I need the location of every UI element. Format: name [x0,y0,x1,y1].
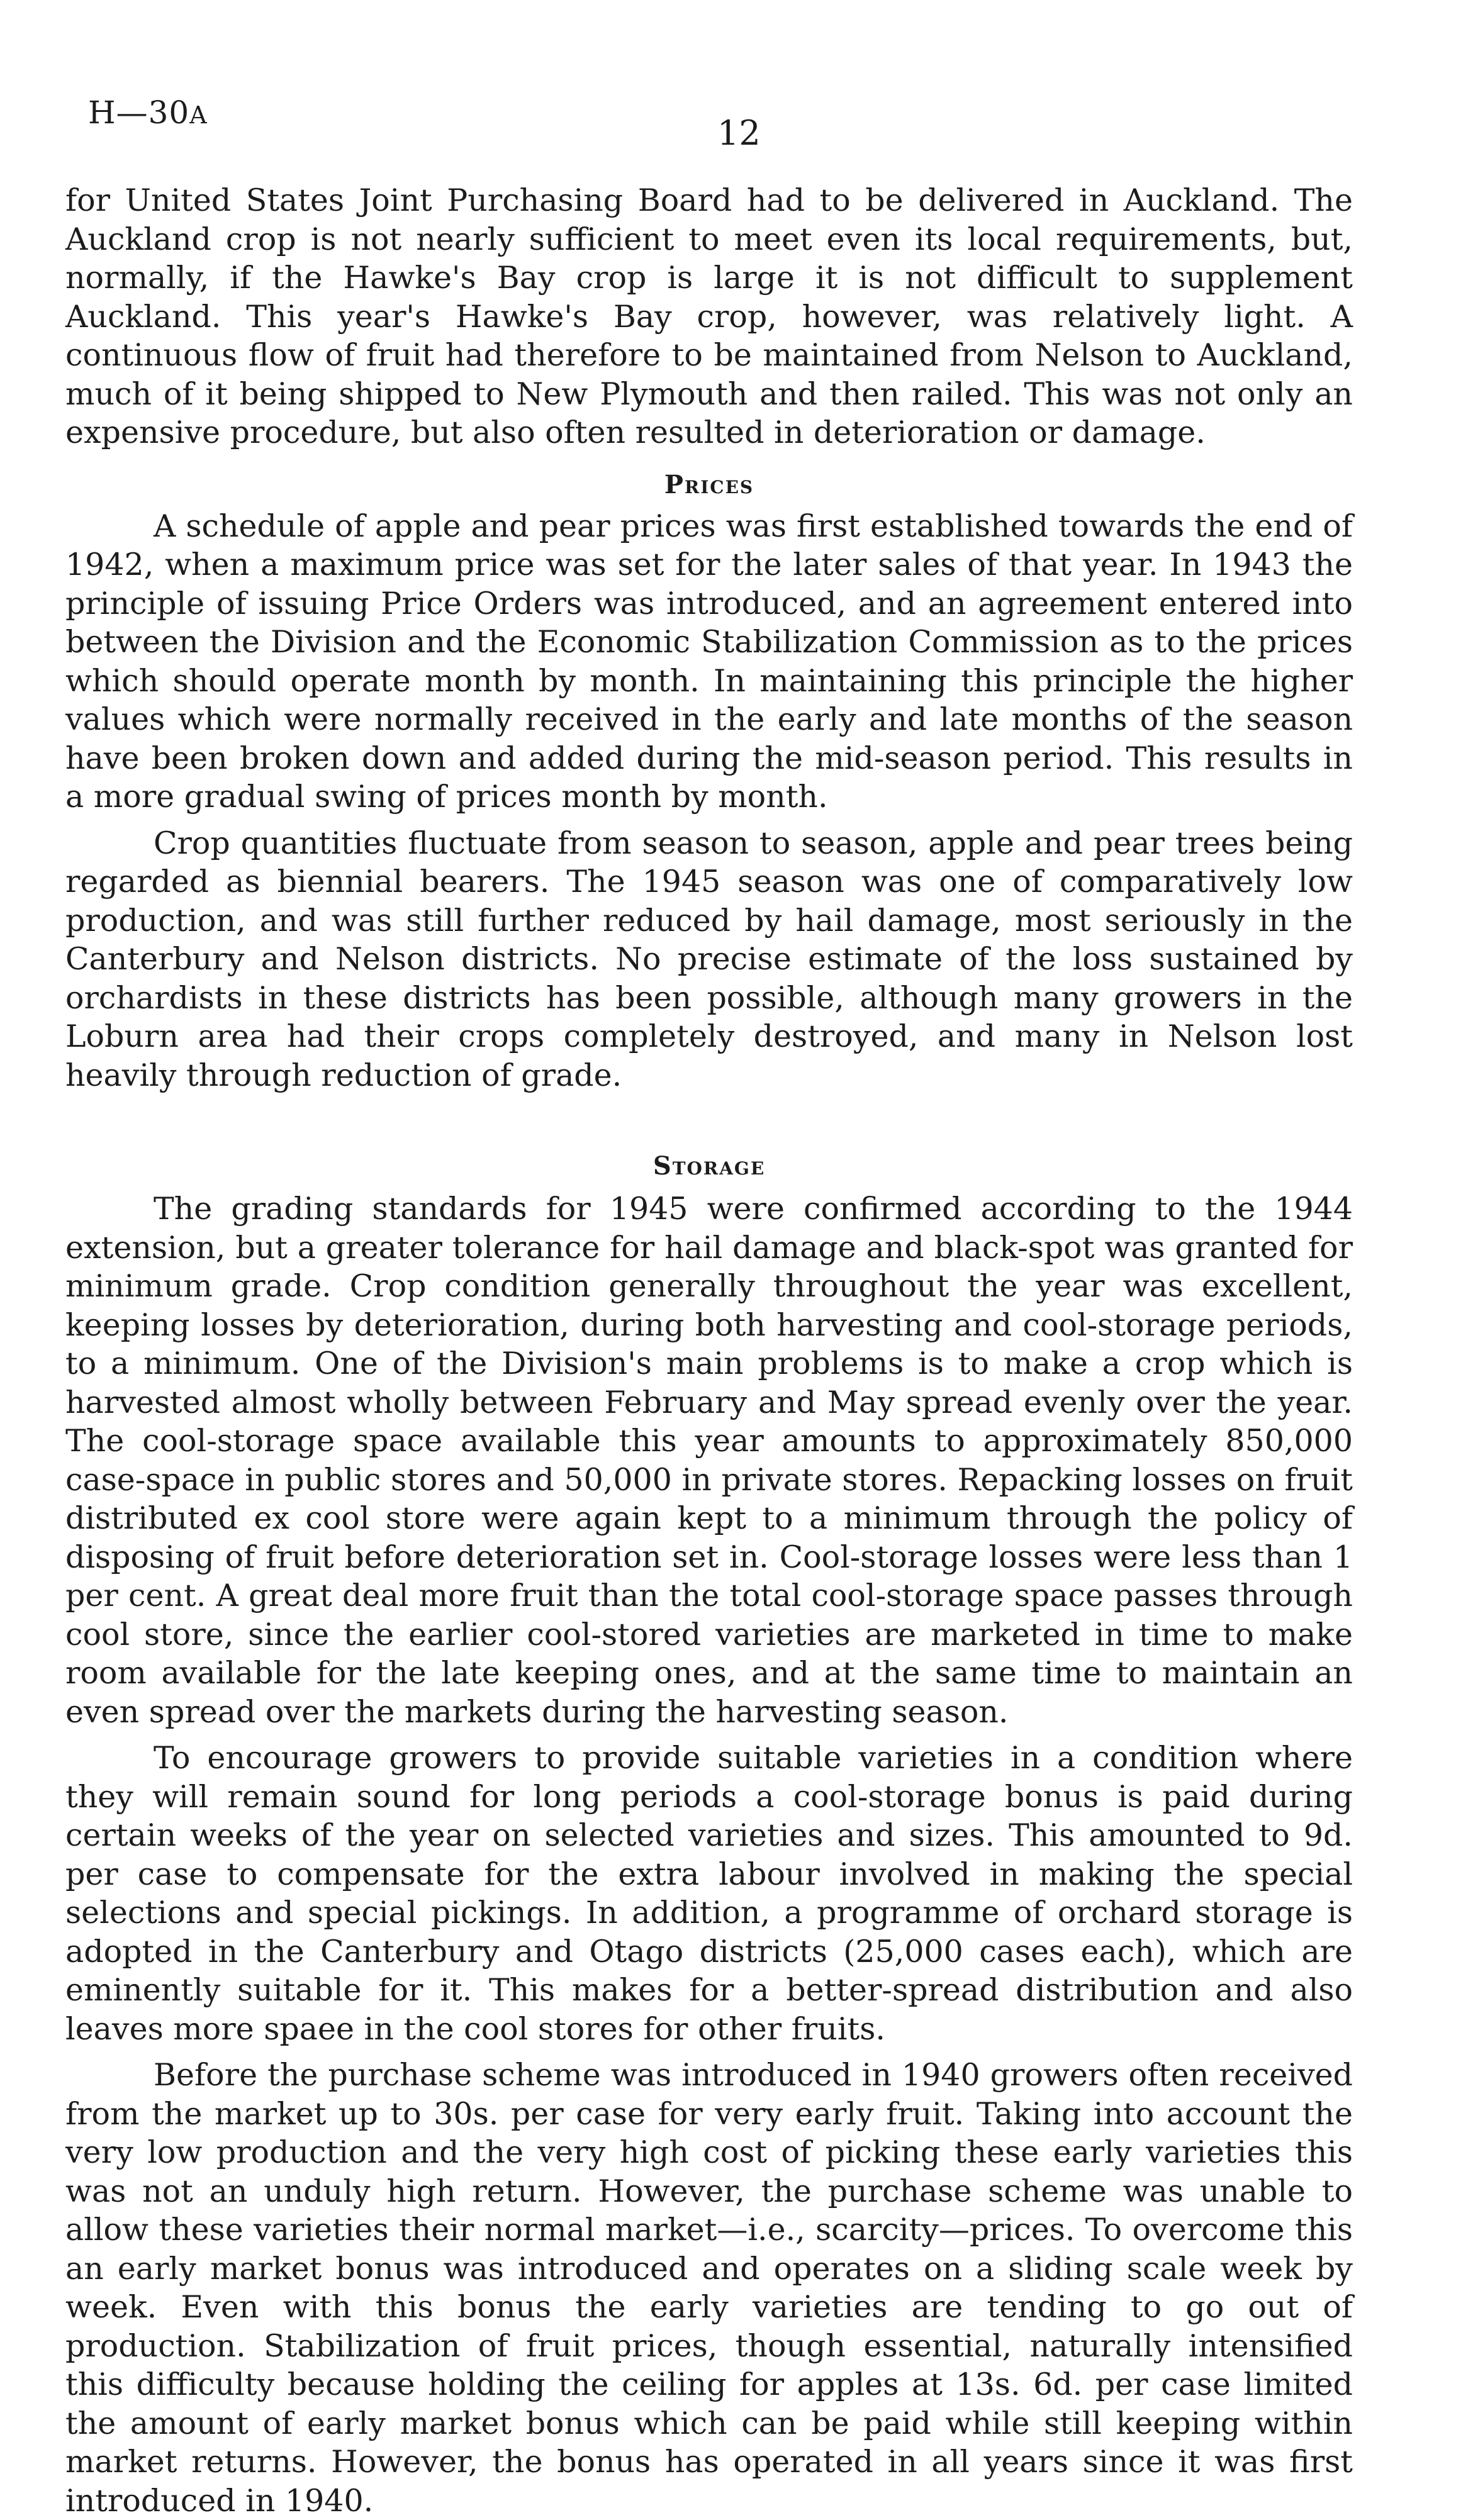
storage-heading: Storage [652,1151,766,1181]
continuation-paragraph: for United States Joint Purchasing Board had to be delivered in Auckland. The Auckland crop is not nearly sufficient to meet even its local requirements, but, normally, if the Hawke's Bay crop is large it is not difficult to supplement Auckland. This year's Hawke's Bay crop, however, was relatively light. A continuous flow of fruit had therefore to be maintained from Nelson to Auckland, much of it being shipped to New Plymouth and then railed. This was not only an expensive procedure, but also often resulted in deterioration or damage. [65,182,1353,450]
page-number: 12 [717,113,761,153]
prices-paragraph-1: A schedule of apple and pear prices was first established towards the end of 1942, when a maximum price was set for the later sales of that year. In 1943 the principle of issuing Price Orders was introduced, and an agreement entered into between the Division and the Economic Stabilization Commission as to the prices which should operate month by month. In maintaining this principle the higher values which were normally received in the early and late months of the season have been broken down and added during the mid-season period. This results in a more gradual swing of prices month by month. [65,508,1353,815]
page-body [65,181,1353,2520]
prices-heading: Prices [664,469,754,499]
page-header [88,94,1347,164]
document-reference [88,94,208,131]
storage-paragraph-1: The grading standards for 1945 were confirmed according to the 1944 extension, but a greater tolerance for hail damage and black-spot was granted for minimum grade. Crop condition generally throughout the year was excellent, keeping losses by deterioration, during both harvesting and cool-storage periods, to a minimum. One of the Division's main problems is to make a crop which is harvested almost wholly between February and May spread evenly over the year. The cool-storage space available this year amounts to approximately 850,000 case-space in public stores and 50,000 in private stores. Repacking losses on fruit distributed ex cool store were again kept to a minimum through the policy of disposing of fruit before deterioration set in. Cool-storage losses were less than 1 per cent. A great deal more fruit than the total cool-storage space passes through cool store, since the earlier cool-stored varieties are marketed in time to make room available for the late keeping ones, and at the same time to maintain an even spread over the markets during the harvesting season. [65,1191,1353,1730]
document-reference-suffix: A [189,101,208,129]
document-reference-main: H—30 [88,94,190,131]
storage-paragraph-3: Before the purchase scheme was introduced in 1940 growers often received from the market up to 30s. per case for very early fruit. Taking into account the very low production and the very high cost of picking these early varieties this was not an unduly high return. However, the purchase scheme was unable to allow these varieties their normal market—i.e., scarcity—prices. To overcome this an early market bonus was introduced and operates on a sliding scale week by week. Even with this bonus the early varieties are tending to go out of production. Stabilization of fruit prices, though essential, naturally intensified this difficulty because holding the ceiling for apples at 13s. 6d. per case limited the amount of early market bonus which can be paid while still keeping within market returns. However, the bonus has operated in all years since it was first introduced in 1940. [65,2057,1353,2519]
prices-paragraph-2: Crop quantities fluctuate from season to season, apple and pear trees being regarded as biennial bearers. The 1945 season was one of comparatively low production, and was still further reduced by hail damage, most seriously in the Canterbury and Nelson districts. No precise estimate of the loss sustained by orchardists in these districts has been possible, although many growers in the Loburn area had their crops completely destroyed, and many in Nelson lost heavily through reduction of grade. [65,825,1353,1093]
storage-paragraph-2: To encourage growers to provide suitable varieties in a condition where they will remain sound for long periods a cool-storage bonus is paid during certain weeks of the year on selected varieties and sizes. This amounted to 9d. per case to compensate for the extra labour involved in making the special selections and special pickings. In addition, a programme of orchard storage is adopted in the Canterbury and Otago districts (25,000 cases each), which are eminently suitable for it. This makes for a better-spread distribution and also leaves more spaee in the cool stores for other fruits. [65,1740,1353,2047]
